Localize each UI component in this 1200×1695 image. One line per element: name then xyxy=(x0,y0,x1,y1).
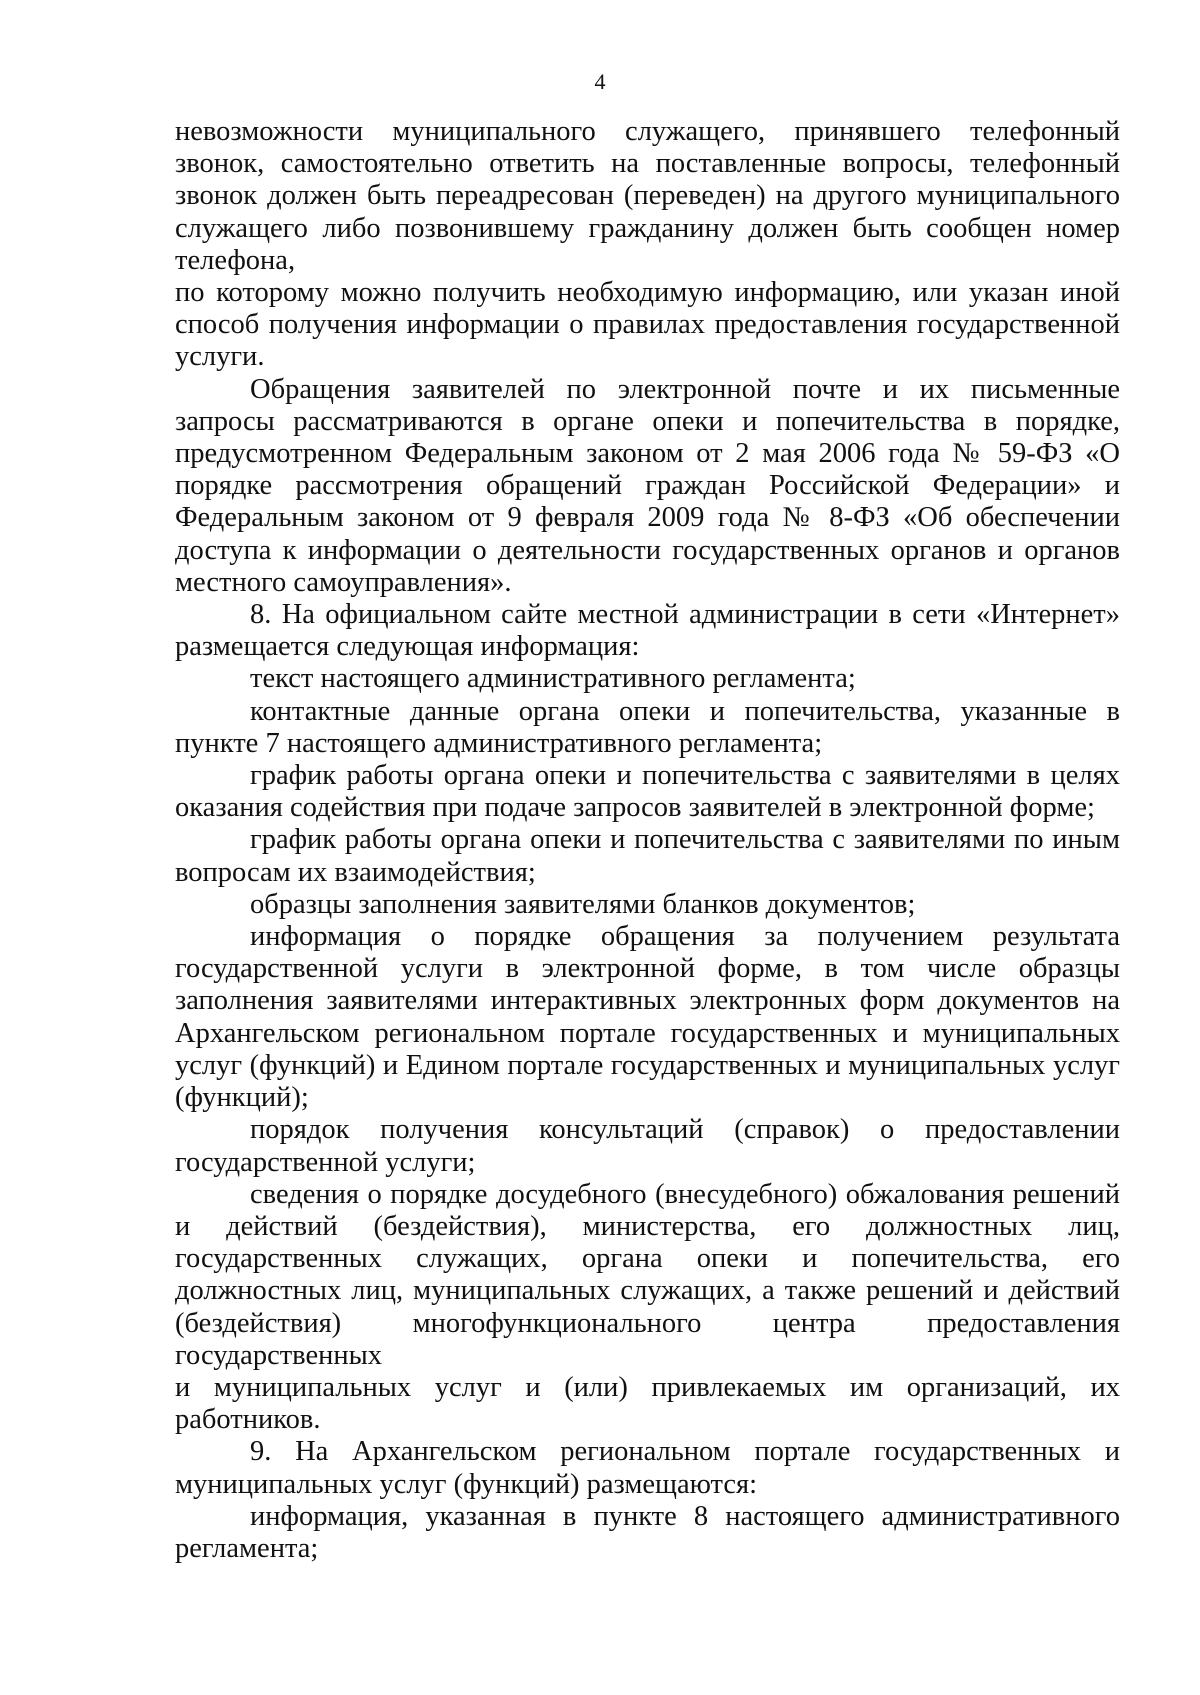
paragraph: график работы органа опеки и попечительства с заявителями в целях оказания содействия при подаче запросов заявителей в электронной форме; xyxy=(175,760,1120,824)
paragraph: информация, указанная в пункте 8 настоящего административного регламента; xyxy=(175,1500,1120,1564)
paragraph: по которому можно получить необходимую информацию, или указан иной способ получения информации о правилах предоставления государственной услуги. xyxy=(175,277,1120,373)
paragraph-item-8: 8. На официальном сайте местной администрации в сети «Интернет» размещается следующая информация: xyxy=(175,599,1120,663)
paragraph: текст настоящего административного регламента; xyxy=(250,663,856,695)
paragraph: и муниципальных услуг и (или) привлекаемых им организаций, их работников. xyxy=(175,1371,1120,1436)
paragraph: график работы органа опеки и попечительства с заявителями по иным вопросам их взаимодействия; xyxy=(175,824,1120,888)
document-body xyxy=(175,116,1120,1565)
paragraph: контактные данные органа опеки и попечительства, указанные в пункте 7 настоящего административного регламента; xyxy=(175,695,1120,759)
paragraph: информация о порядке обращения за получением результата государственной услуги в электронной форме, в том числе образцы заполнения заявителями интерактивных электронных форм документов на Архангельском региональном портале государственных и муниципальных услуг (функций) и Едином портале государственных и муниципальных услуг (функций); xyxy=(175,921,1120,1114)
paragraph: Обращения заявителей по электронной почте и их письменные запросы рассматриваются в органе опеки и попечительства в порядке, предусмотренном Федеральным законом от 2 мая 2006 года № 59-ФЗ «О порядке рассмотрения обращений граждан Российской Федерации» и Федеральным законом от 9 февраля 2009 года № 8-ФЗ «Об обеспечении доступа к информации о деятельности государственных органов и органов местного самоуправления». xyxy=(175,373,1120,598)
paragraph-item-9: 9. На Архангельском региональном портале государственных и муниципальных услуг (функций) размещаются: xyxy=(175,1436,1120,1500)
paragraph: порядок получения консультаций (справок) о предоставлении государственной услуги; xyxy=(175,1114,1120,1178)
paragraph: невозможности муниципального служащего, принявшего телефонный звонок, самостоятельно ответить на поставленные вопросы, телефонный звонок должен быть переадресован (переведен) на другого муниципального служащего либо позвонившему гражданину должен быть сообщен номер телефона, xyxy=(175,116,1120,276)
page-number: 4 xyxy=(594,69,606,94)
paragraph: сведения о порядке досудебного (внесудебного) обжалования решений и действий (бездействия), министерства, его должностных лиц, государственных служащих, органа опеки и попечительства, его должностных лиц, муниципальных служащих, а также решений и действий (бездействия) многофункционального центра предоставления государственных xyxy=(175,1178,1120,1371)
paragraph: образцы заполнения заявителями бланков документов; xyxy=(250,888,916,920)
